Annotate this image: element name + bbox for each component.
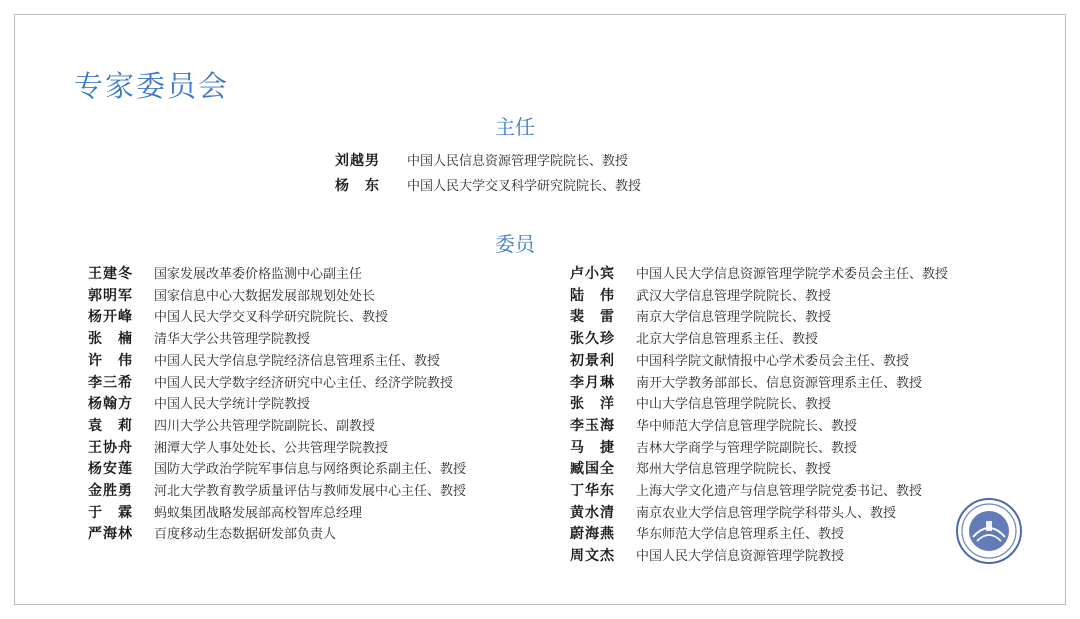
member-row [570,415,857,435]
member-title: 河北大学教育教学质量评估与教师发展中心主任、教授 [154,484,467,499]
member-title: 郑州大学信息管理学院院长、教授 [636,462,832,478]
member-name: 蔚海燕 [570,526,615,543]
member-title: 四川大学公共管理学院副院长、副教授 [154,418,376,434]
member-row [570,437,857,457]
member-row [88,372,453,392]
member-name: 李三希 [88,374,133,391]
person-name: 刘越男 [335,153,380,169]
director-row [335,150,628,170]
director-heading: 主任 [495,115,535,139]
member-title: 南京大学信息管理学院院长、教授 [636,310,832,326]
member-title: 国家发展改革委价格监测中心副主任 [154,267,363,282]
member-row [88,263,362,283]
member-name: 于 霖 [88,504,133,521]
member-row [570,263,948,283]
member-row [570,545,844,565]
member-name: 黄水清 [570,504,615,521]
member-title: 中山大学信息管理学院院长、教授 [636,397,832,413]
member-name: 张 洋 [570,396,615,413]
member-row [570,480,922,500]
member-name: 金胜勇 [88,483,133,499]
member-row [88,393,310,413]
member-title: 中国人民大学数字经济研究中心主任、经济学院教授 [154,375,454,391]
member-row [88,502,362,522]
member-name: 张久珍 [570,331,615,348]
member-row [570,372,922,392]
member-title: 中国人民大学交叉科学研究院院长、教授 [154,310,389,326]
member-row [88,415,375,435]
member-row [88,350,440,370]
member-name: 周文杰 [570,548,615,565]
member-name: 臧国全 [570,461,615,478]
member-row [570,350,909,370]
member-row [570,393,831,413]
member-name: 李玉海 [570,417,615,434]
member-title: 北京大学信息管理系主任、教授 [636,332,819,348]
member-row [570,306,831,326]
member-name: 杨翰方 [88,396,133,413]
member-title: 中国人民大学信息资源管理学院学术委员会主任、教授 [636,267,949,282]
member-title: 华中师范大学信息管理学院院长、教授 [636,418,858,434]
member-name: 杨安莲 [88,461,133,478]
member-name: 裴 雷 [570,309,615,326]
member-row [88,328,310,348]
member-title: 蚂蚁集团战略发展部高校智库总经理 [154,505,363,521]
member-name: 卢小宾 [570,266,615,282]
person-title: 中国人民大学交叉科学研究院院长、教授 [407,179,642,194]
member-row [570,285,831,305]
person-title: 中国人民信息资源管理学院院长、教授 [407,154,629,169]
member-title: 清华大学公共管理学院教授 [154,332,311,348]
member-name: 张 楠 [88,331,133,348]
member-title: 华东师范大学信息管理系主任、教授 [636,527,845,543]
member-name: 杨开峰 [88,309,133,326]
member-title: 南开大学教务部部长、信息资源管理系主任、教授 [636,375,923,391]
member-title: 中国人民大学统计学院教授 [154,397,311,413]
member-name: 王协舟 [88,439,133,456]
member-title: 武汉大学信息管理学院院长、教授 [636,288,832,304]
member-name: 初景利 [570,352,615,369]
member-title: 吉林大学商学与管理学院副院长、教授 [636,440,858,456]
member-row [570,458,831,478]
member-title: 国防大学政治学院军事信息与网络舆论系副主任、教授 [154,462,467,478]
page-title: 专家委员会 [74,69,230,103]
member-title: 中国人民大学信息资源管理学院教授 [636,549,845,565]
member-row [570,328,818,348]
university-seal-icon [955,497,1023,565]
person-name: 杨 东 [335,178,380,194]
members-heading: 委员 [495,232,535,256]
member-name: 马 捷 [570,439,615,456]
member-name: 李月琳 [570,374,615,391]
member-name: 袁 莉 [88,417,133,434]
member-name: 严海林 [88,526,133,543]
member-row [88,306,388,326]
member-name: 郭明军 [88,287,133,304]
member-row [88,458,466,478]
member-name: 丁华东 [570,483,615,499]
member-name: 许 伟 [88,352,133,369]
member-title: 国家信息中心大数据发展部规划处处长 [154,288,376,304]
member-name: 陆 伟 [570,287,615,304]
member-title: 中国科学院文献情报中心学术委员会主任、教授 [636,353,910,369]
member-title: 南京农业大学信息管理学院学科带头人、教授 [636,505,897,521]
director-row [335,175,641,195]
member-row [570,502,896,522]
member-title: 上海大学文化遗产与信息管理学院党委书记、教授 [636,484,923,499]
member-row [88,523,336,543]
member-name: 王建冬 [88,266,133,282]
member-title: 中国人民大学信息学院经济信息管理系主任、教授 [154,353,441,369]
member-row [570,523,844,543]
member-row [88,437,388,457]
member-title: 百度移动生态数据研发部负责人 [154,527,337,543]
member-row [88,285,375,305]
member-row [88,480,466,500]
member-title: 湘潭大学人事处处长、公共管理学院教授 [154,440,389,456]
